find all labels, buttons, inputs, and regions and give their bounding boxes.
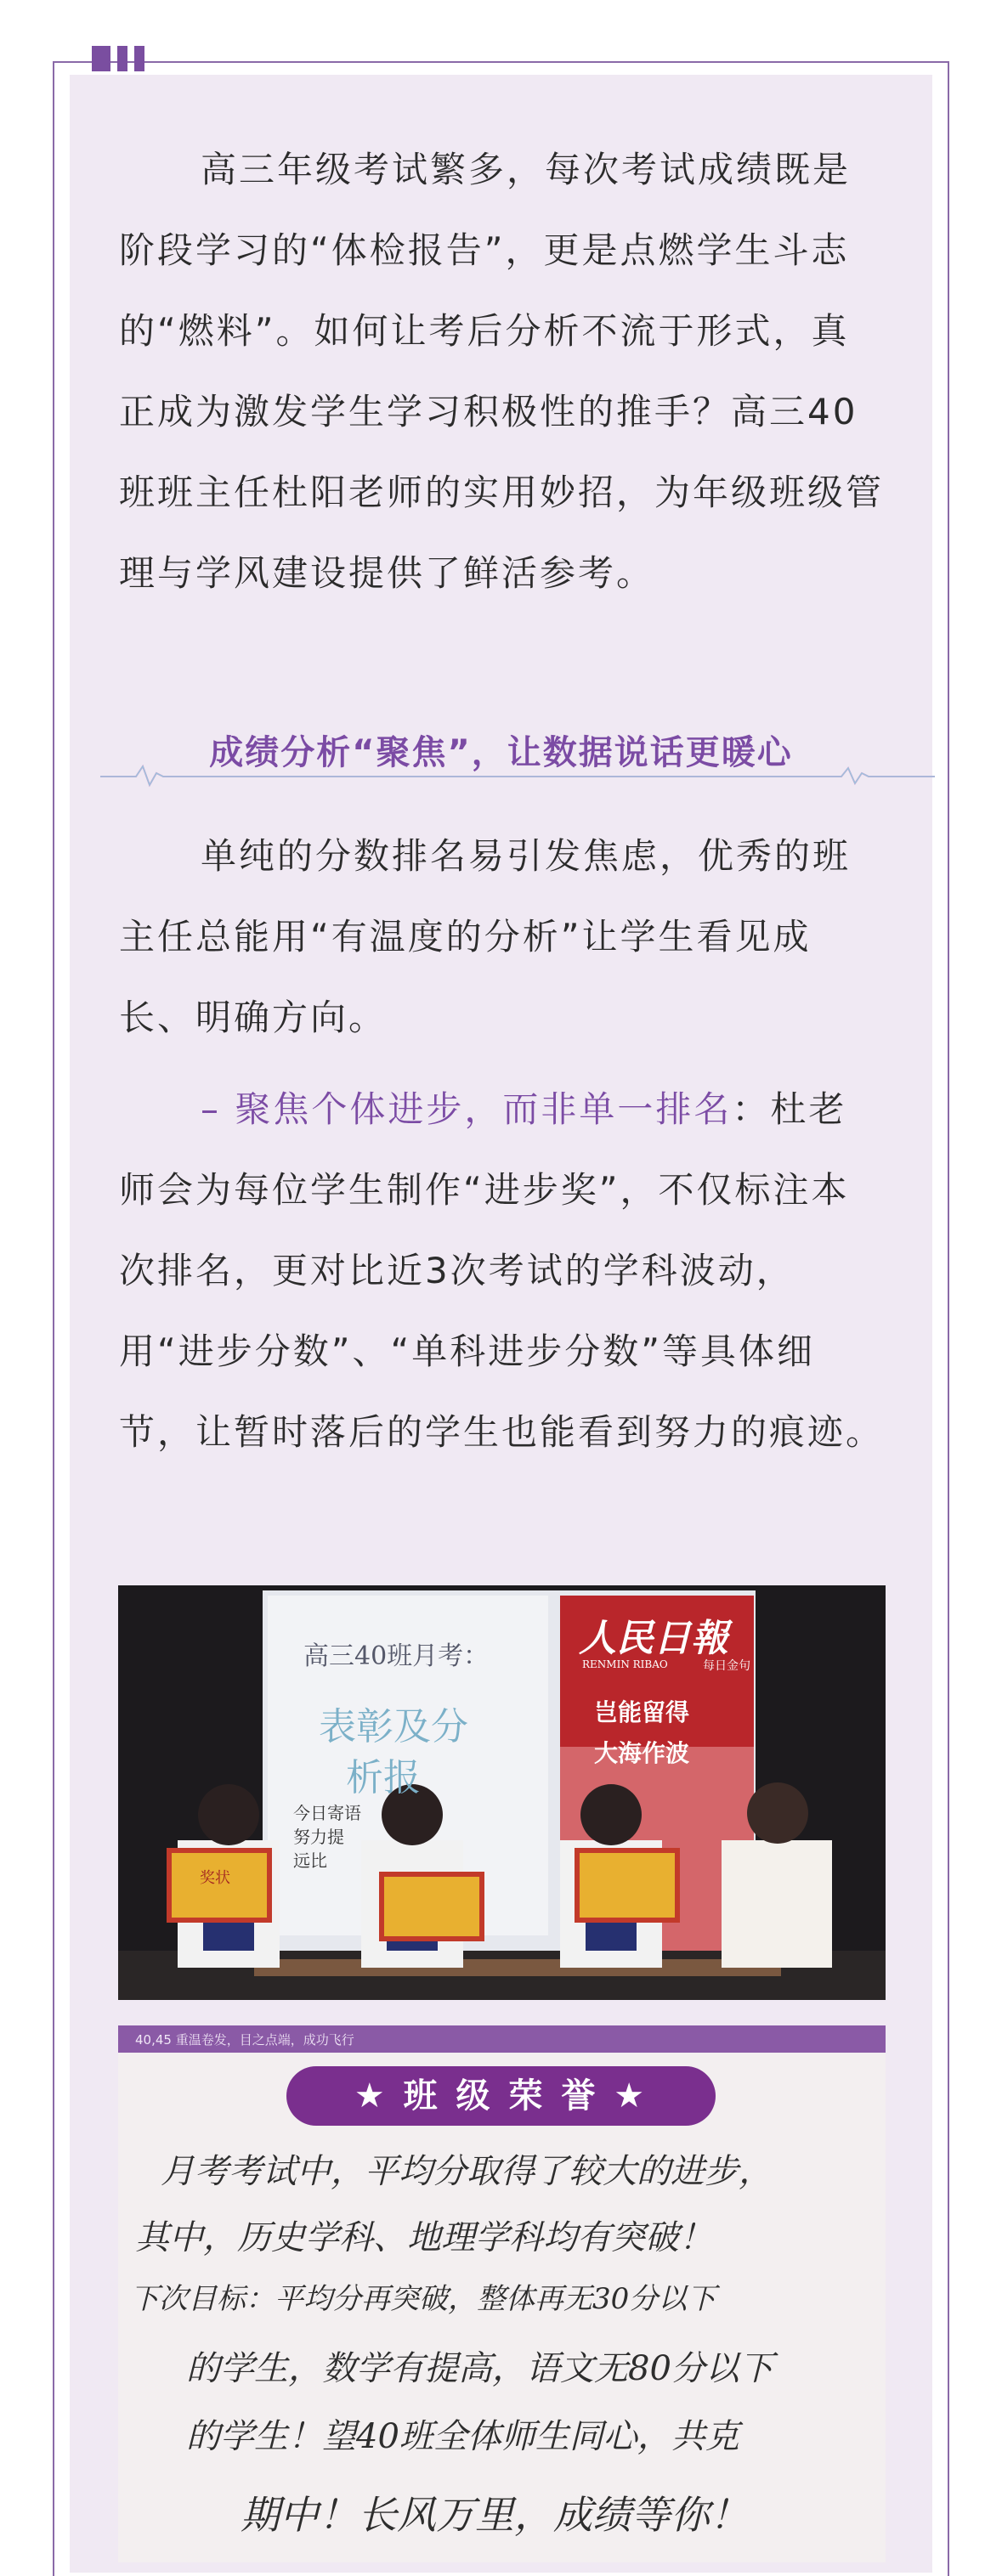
paper-line-2: 大海作波 bbox=[594, 1739, 690, 1767]
note-line-2: 其中，历史学科、地理学科均有突破！ bbox=[135, 2218, 713, 2257]
bullet-text: ：杜老师会为每位学生制作“进步奖”，不仅标注本次排名，更对比近3次考试的学科波动，用“进步分数”、“单科进步分数”等具体细节，让暂时落后的学生也能看到努力的痕迹。 bbox=[119, 1088, 885, 1453]
certificate-label: 奖状 bbox=[200, 1869, 230, 1887]
award-photo bbox=[118, 1585, 886, 2000]
section-header bbox=[0, 720, 1002, 788]
note-line-3: 下次目标：平均分再突破，整体再无30分以下 bbox=[130, 2282, 716, 2316]
bullet-lead: – 聚焦个体进步，而非单一排名 bbox=[201, 1088, 733, 1130]
section-paragraph: 单纯的分数排名易引发焦虑，优秀的班主任总能用“有温度的分析”让学生看见成长、明确方向。 bbox=[119, 835, 852, 1038]
award-ceremony-image bbox=[118, 1585, 886, 2000]
bullet-paragraph bbox=[119, 1069, 884, 1472]
frame-tab-decoration bbox=[92, 46, 144, 71]
screen-small-2: 努力提 bbox=[293, 1827, 344, 1847]
screen-small-1: 今日寄语 bbox=[293, 1803, 361, 1823]
screen-small-3: 远比 bbox=[293, 1850, 327, 1871]
section-title: 成绩分析“聚焦”，让数据说话更暖心 bbox=[209, 733, 793, 772]
note-top-bar bbox=[118, 2025, 886, 2053]
note-line-6: 期中！长风万里，成绩等你！ bbox=[241, 2492, 749, 2538]
note-line-1: 月考考试中，平均分取得了较大的进步， bbox=[161, 2152, 773, 2191]
screen-heading-1: 表彰及分 bbox=[319, 1705, 468, 1748]
intro-paragraph: 高三年级考试繁多，每次考试成绩既是阶段学习的“体检报告”，更是点燃学生斗志的“燃料”。如何让考后分析不流于形式，真正成为激发学生学习积极性的推手？高三40班班主任杜阳老师的实用妙招，为年级班级管理与学风建设提供了鲜活参考。 bbox=[119, 149, 885, 594]
note-line-4: 的学生，数学有提高，语文无80分以下 bbox=[186, 2349, 773, 2388]
honor-banner: ★ 班 级 荣 誉 ★ bbox=[286, 2066, 716, 2126]
note-top-bar-text: 40,45 重温卷发，目之点端，成功飞行 bbox=[135, 2032, 354, 2048]
paper-line-1: 岂能留得 bbox=[594, 1698, 690, 1726]
paper-pinyin: RENMIN RIBAO bbox=[582, 1658, 668, 1670]
paper-tag: 每日金句 bbox=[703, 1659, 750, 1673]
screen-heading-2: 析报 bbox=[346, 1756, 421, 1799]
honor-note bbox=[118, 2025, 886, 2562]
screen-title: 高三40班月考： bbox=[303, 1641, 490, 1671]
paper-masthead: 人民日報 bbox=[579, 1617, 728, 1660]
note-line-5: 的学生！望40班全体师生同心，共克 bbox=[186, 2417, 739, 2456]
